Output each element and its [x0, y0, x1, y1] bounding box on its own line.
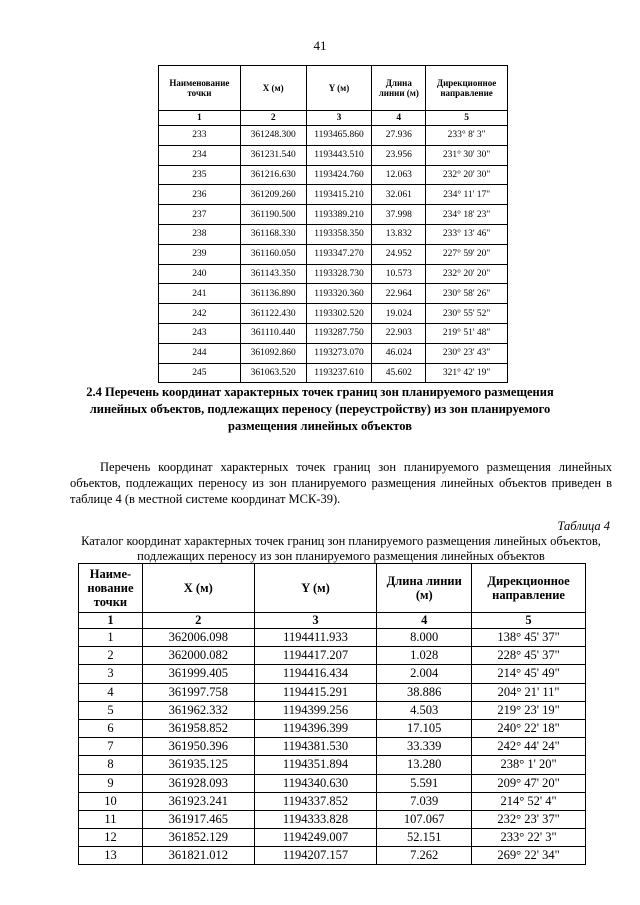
cell-y: 1193237.610	[306, 363, 372, 383]
table-row	[159, 224, 508, 244]
table-row	[79, 738, 586, 756]
cell-x: 361160.050	[240, 244, 306, 264]
cell-line-length: 107.067	[377, 810, 472, 828]
cell-y: 1193358.350	[306, 224, 372, 244]
table-row	[159, 264, 508, 284]
cell-x: 361935.125	[142, 756, 254, 774]
cell-y: 1193287.750	[306, 323, 372, 343]
header-x: X (м)	[142, 564, 254, 613]
cell-y: 1193424.760	[306, 165, 372, 185]
cell-line-length: 17.105	[377, 719, 472, 737]
cell-point-name: 3	[79, 665, 143, 683]
cell-line-length: 8.000	[377, 629, 472, 647]
header-x: X (м)	[240, 66, 306, 111]
cell-point-name: 2	[79, 647, 143, 665]
cell-x: 361063.520	[240, 363, 306, 383]
cell-y: 1194411.933	[254, 629, 377, 647]
cell-direction: 214° 52' 4"	[472, 792, 586, 810]
cell-line-length: 12.063	[372, 165, 426, 185]
cell-direction: 219° 23' 19"	[472, 701, 586, 719]
table-row	[79, 719, 586, 737]
cell-y: 1194415.291	[254, 683, 377, 701]
cell-x: 361110.440	[240, 323, 306, 343]
column-number-row	[159, 111, 508, 126]
cell-x: 361821.012	[142, 847, 254, 865]
cell-x: 361092.860	[240, 343, 306, 363]
cell-line-length: 5.591	[377, 774, 472, 792]
table-row	[159, 363, 508, 383]
table-row	[159, 145, 508, 165]
cell-x: 361917.465	[142, 810, 254, 828]
cell-direction: 240° 22' 18"	[472, 719, 586, 737]
table-row	[79, 647, 586, 665]
cell-line-length: 33.339	[377, 738, 472, 756]
column-number: 1	[159, 111, 241, 126]
header-point-name: Наиме-нование точки	[79, 564, 143, 613]
cell-line-length: 10.573	[372, 264, 426, 284]
cell-line-length: 38.886	[377, 683, 472, 701]
cell-line-length: 24.952	[372, 244, 426, 264]
cell-y: 1193328.730	[306, 264, 372, 284]
cell-line-length: 27.936	[372, 126, 426, 146]
cell-point-name: 233	[159, 126, 241, 146]
cell-y: 1193443.510	[306, 145, 372, 165]
cell-line-length: 19.024	[372, 304, 426, 324]
cell-y: 1194417.207	[254, 647, 377, 665]
table-row	[79, 683, 586, 701]
cell-x: 361958.852	[142, 719, 254, 737]
cell-point-name: 243	[159, 323, 241, 343]
table-header-row	[159, 66, 508, 111]
cell-point-name: 9	[79, 774, 143, 792]
cell-x: 361950.396	[142, 738, 254, 756]
cell-x: 361216.630	[240, 165, 306, 185]
column-number: 3	[254, 613, 377, 629]
table-row	[79, 829, 586, 847]
table-row	[159, 244, 508, 264]
column-number: 5	[426, 111, 508, 126]
table-row	[79, 701, 586, 719]
cell-direction: 214° 45' 49"	[472, 665, 586, 683]
cell-line-length: 4.503	[377, 701, 472, 719]
cell-x: 361997.758	[142, 683, 254, 701]
cell-line-length: 46.024	[372, 343, 426, 363]
cell-x: 361923.241	[142, 792, 254, 810]
cell-point-name: 238	[159, 224, 241, 244]
cell-point-name: 10	[79, 792, 143, 810]
table-row	[159, 185, 508, 205]
table-row	[159, 323, 508, 343]
cell-x: 361122.430	[240, 304, 306, 324]
column-number: 3	[306, 111, 372, 126]
header-y: Y (м)	[306, 66, 372, 111]
table-row	[79, 810, 586, 828]
cell-point-name: 1	[79, 629, 143, 647]
cell-x: 362000.082	[142, 647, 254, 665]
column-number: 2	[240, 111, 306, 126]
column-number: 5	[472, 613, 586, 629]
table-row	[79, 756, 586, 774]
header-line-length: Длина линии (м)	[377, 564, 472, 613]
cell-direction: 233° 22' 3"	[472, 829, 586, 847]
header-direction: Дирекционное направление	[426, 66, 508, 111]
column-number-row	[79, 613, 586, 629]
cell-x: 361136.890	[240, 284, 306, 304]
cell-direction: 232° 20' 30"	[426, 165, 508, 185]
cell-y: 1194396.399	[254, 719, 377, 737]
table-row	[159, 126, 508, 146]
cell-point-name: 244	[159, 343, 241, 363]
cell-direction: 230° 58' 26"	[426, 284, 508, 304]
cell-direction: 233° 13' 46"	[426, 224, 508, 244]
cell-x: 361962.332	[142, 701, 254, 719]
column-number: 4	[377, 613, 472, 629]
cell-point-name: 7	[79, 738, 143, 756]
cell-line-length: 2.004	[377, 665, 472, 683]
cell-line-length: 45.602	[372, 363, 426, 383]
cell-y: 1193302.520	[306, 304, 372, 324]
cell-point-name: 237	[159, 205, 241, 225]
cell-y: 1194340.630	[254, 774, 377, 792]
table-row	[79, 629, 586, 647]
cell-direction: 230° 55' 52"	[426, 304, 508, 324]
cell-point-name: 11	[79, 810, 143, 828]
cell-y: 1193320.360	[306, 284, 372, 304]
cell-line-length: 37.998	[372, 205, 426, 225]
cell-point-name: 240	[159, 264, 241, 284]
cell-point-name: 5	[79, 701, 143, 719]
cell-direction: 209° 47' 20"	[472, 774, 586, 792]
cell-x: 361852.129	[142, 829, 254, 847]
cell-y: 1194381.530	[254, 738, 377, 756]
cell-x: 361928.093	[142, 774, 254, 792]
cell-point-name: 8	[79, 756, 143, 774]
header-direction: Дирекционное направление	[472, 564, 586, 613]
cell-direction: 233° 8' 3"	[426, 126, 508, 146]
cell-x: 361248.300	[240, 126, 306, 146]
page-number: 41	[313, 38, 327, 53]
table-header-row	[79, 564, 586, 613]
cell-direction: 228° 45' 37"	[472, 647, 586, 665]
cell-line-length: 7.039	[377, 792, 472, 810]
cell-line-length: 22.903	[372, 323, 426, 343]
cell-direction: 238° 1' 20"	[472, 756, 586, 774]
cell-line-length: 7.262	[377, 847, 472, 865]
cell-x: 361168.330	[240, 224, 306, 244]
cell-point-name: 239	[159, 244, 241, 264]
column-number: 4	[372, 111, 426, 126]
cell-y: 1193465.860	[306, 126, 372, 146]
table-row	[79, 665, 586, 683]
cell-line-length: 13.832	[372, 224, 426, 244]
table-row	[159, 343, 508, 363]
cell-line-length: 32.061	[372, 185, 426, 205]
cell-direction: 269° 22' 34"	[472, 847, 586, 865]
section-heading: 2.4 Перечень координат характерных точек границ зон планируемого размещения линейных объектов, подлежащих переносу (переустройству) из зон планируемого размещения линейных объектов	[86, 385, 554, 433]
table-row	[159, 165, 508, 185]
table-body	[159, 111, 508, 383]
cell-y: 1193389.210	[306, 205, 372, 225]
cell-y: 1193273.070	[306, 343, 372, 363]
table-body	[79, 613, 586, 865]
cell-direction: 230° 23' 43"	[426, 343, 508, 363]
cell-direction: 234° 18' 23"	[426, 205, 508, 225]
cell-y: 1194333.828	[254, 810, 377, 828]
cell-direction: 227° 59' 20"	[426, 244, 508, 264]
cell-x: 361209.260	[240, 185, 306, 205]
cell-x: 361190.500	[240, 205, 306, 225]
cell-point-name: 13	[79, 847, 143, 865]
table-label: Таблица 4	[557, 519, 610, 533]
table-caption: Каталог координат характерных точек границ зон планируемого размещения линейных объектов, подлежащих переносу из зон планируемого размещения линейных объектов	[81, 534, 601, 563]
coordinates-table-continued	[158, 65, 508, 383]
cell-direction: 219° 51' 48"	[426, 323, 508, 343]
cell-line-length: 23.956	[372, 145, 426, 165]
cell-point-name: 236	[159, 185, 241, 205]
cell-direction: 234° 11' 17"	[426, 185, 508, 205]
cell-point-name: 234	[159, 145, 241, 165]
cell-point-name: 242	[159, 304, 241, 324]
cell-line-length: 13.280	[377, 756, 472, 774]
cell-point-name: 12	[79, 829, 143, 847]
body-paragraph: Перечень координат характерных точек границ зон планируемого размещения линейных объектов, подлежащих переносу из зон планируемого размещения линейных объектов приведен в таблице 4 (в местной системе координат МСК-39).	[70, 460, 612, 506]
cell-direction: 232° 20' 20"	[426, 264, 508, 284]
cell-y: 1194399.256	[254, 701, 377, 719]
cell-y: 1194249.007	[254, 829, 377, 847]
cell-y: 1194416.434	[254, 665, 377, 683]
cell-x: 361999.405	[142, 665, 254, 683]
cell-point-name: 235	[159, 165, 241, 185]
coordinates-table-4	[78, 563, 586, 865]
table-row	[79, 792, 586, 810]
header-y: Y (м)	[254, 564, 377, 613]
cell-x: 362006.098	[142, 629, 254, 647]
header-line-length: Длина линии (м)	[372, 66, 426, 111]
column-number: 1	[79, 613, 143, 629]
cell-y: 1193347.270	[306, 244, 372, 264]
cell-point-name: 4	[79, 683, 143, 701]
table-row	[79, 774, 586, 792]
cell-y: 1194351.894	[254, 756, 377, 774]
cell-x: 361143.350	[240, 264, 306, 284]
column-number: 2	[142, 613, 254, 629]
cell-line-length: 22.964	[372, 284, 426, 304]
table-row	[159, 205, 508, 225]
cell-line-length: 1.028	[377, 647, 472, 665]
cell-line-length: 52.151	[377, 829, 472, 847]
cell-direction: 204° 21' 11"	[472, 683, 586, 701]
cell-direction: 231° 30' 30"	[426, 145, 508, 165]
cell-direction: 232° 23' 37"	[472, 810, 586, 828]
cell-direction: 138° 45' 37"	[472, 629, 586, 647]
cell-direction: 321° 42' 19"	[426, 363, 508, 383]
cell-direction: 242° 44' 24"	[472, 738, 586, 756]
cell-point-name: 241	[159, 284, 241, 304]
cell-x: 361231.540	[240, 145, 306, 165]
cell-point-name: 6	[79, 719, 143, 737]
cell-y: 1193415.210	[306, 185, 372, 205]
table-row	[79, 847, 586, 865]
table-row	[159, 284, 508, 304]
table-row	[159, 304, 508, 324]
header-point-name: Наименование точки	[159, 66, 241, 111]
cell-y: 1194337.852	[254, 792, 377, 810]
cell-point-name: 245	[159, 363, 241, 383]
cell-y: 1194207.157	[254, 847, 377, 865]
